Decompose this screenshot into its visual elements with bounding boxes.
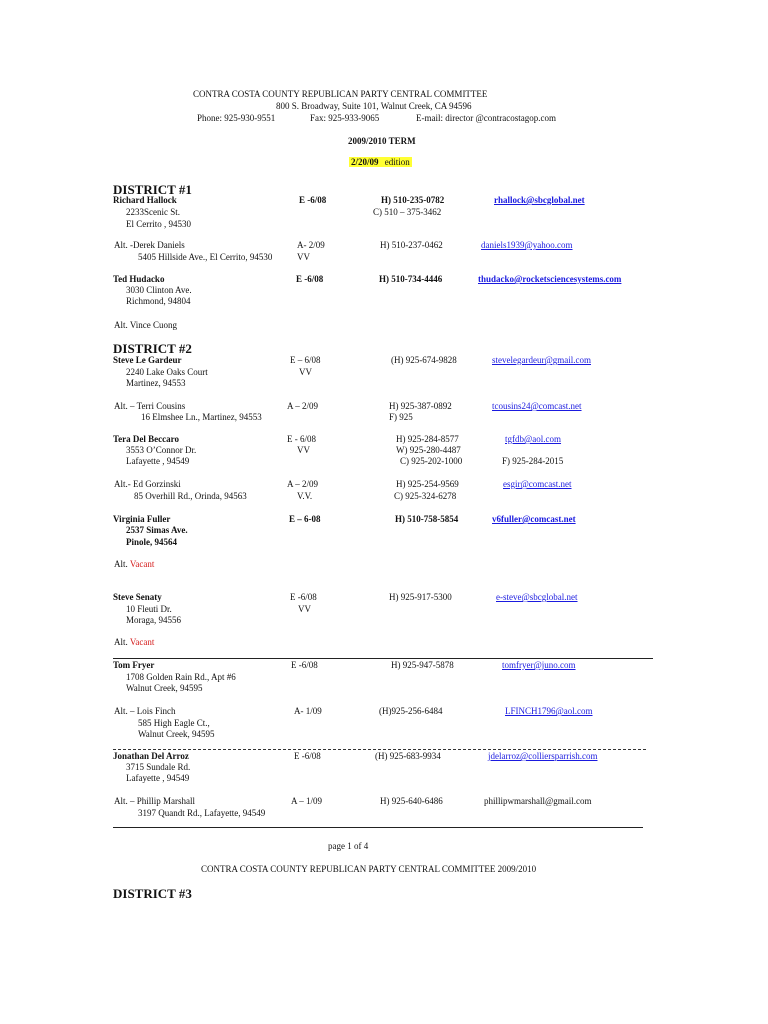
alternate-email-link[interactable]: esgir@comcast.net (503, 479, 572, 489)
member-city: Lafayette , 94549 (126, 456, 190, 466)
member-code: E -6/08 (291, 660, 318, 670)
member-street: 2240 Lake Oaks Court (126, 367, 208, 377)
committee-email-prefix: E-mail: director (416, 113, 474, 123)
term-label: 2009/2010 TERM (348, 136, 416, 146)
alternate-phone: (H)925-256-6484 (379, 706, 443, 716)
vacant-alternate (114, 637, 154, 648)
edition-suffix: edition (382, 157, 410, 167)
member-phone: (H) 925-674-9828 (391, 355, 457, 365)
member-code: E -6/08 (294, 751, 321, 761)
alternate-code: A – 2/09 (287, 401, 319, 411)
member-fax: F) 925-284-2015 (502, 456, 564, 466)
member-email-link[interactable]: e-steve@sbcglobal.net (496, 592, 578, 602)
member-name: Virginia Fuller (113, 514, 171, 524)
member-name: Ted Hudacko (113, 274, 165, 284)
alternate-phone: H) 510-237-0462 (380, 240, 443, 250)
alternate-label: Alt. (114, 637, 128, 647)
district-1-heading: DISTRICT #1 (113, 182, 192, 197)
member-status: VV (297, 445, 310, 455)
member-phone: H) 925-917-5300 (389, 592, 452, 602)
member-city: Martinez, 94553 (126, 378, 186, 388)
alternate-address: 16 Elmshee Ln., Martinez, 94553 (141, 412, 262, 422)
alternate-status: V.V. (297, 491, 313, 501)
member-code: E – 6/08 (290, 355, 321, 365)
committee-email (416, 113, 556, 124)
alternate-code: A – 1/09 (291, 796, 323, 806)
member-code: E -6/08 (296, 274, 324, 284)
alternate-cell: C) 925-324-6278 (394, 491, 457, 501)
member-city: El Cerrito , 94530 (126, 219, 191, 229)
alternate-email-link[interactable]: tcousins24@comcast.net (492, 401, 582, 411)
alternate-name: Alt. – Lois Finch (114, 706, 176, 716)
member-street: 3715 Sundale Rd. (126, 762, 191, 772)
member-street: 10 Fleuti Dr. (126, 604, 172, 614)
alternate-address: 5405 Hillside Ave., El Cerrito, 94530 (138, 252, 273, 262)
alternate-phone: H) 925-254-9569 (396, 479, 459, 489)
member-phone: H) 510-734-4446 (379, 274, 443, 284)
alternate-name: Alt. – Phillip Marshall (114, 796, 195, 806)
member-phone: (H) 925-683-9934 (375, 751, 441, 761)
member-city: Lafayette , 94549 (126, 773, 190, 783)
committee-phone: Phone: 925-930-9551 (197, 113, 276, 123)
member-street: 1708 Golden Rain Rd., Apt #6 (126, 672, 236, 682)
member-code: E -6/08 (290, 592, 317, 602)
alternate-email: phillipwmarshall@gmail.com (484, 796, 592, 806)
member-street: 2537 Simas Ave. (126, 525, 188, 535)
member-street: 3030 Clinton Ave. (126, 285, 192, 295)
member-work-phone: W) 925-280-4487 (396, 445, 461, 455)
member-email-link[interactable]: thudacko@rocketsciencesystems.com (478, 274, 622, 284)
member-phone: H) 925-947-5878 (391, 660, 454, 670)
member-street: 2233Scenic St. (126, 207, 180, 217)
alternate-street: 585 High Eagle Ct., (138, 718, 210, 728)
member-street: 3553 O’Connor Dr. (126, 445, 197, 455)
alternate-status: VV (297, 252, 310, 262)
divider (113, 749, 646, 750)
alternate-name: Alt. – Terri Cousins (114, 401, 186, 411)
alternate-name: Alt. -Derek Daniels (114, 240, 185, 250)
alternate-code: A- 1/09 (294, 706, 322, 716)
member-email-link[interactable]: tomfryer@juno.com (502, 660, 576, 670)
member-email-link[interactable]: v6fuller@comcast.net (492, 514, 576, 524)
alternate-email-link[interactable]: daniels1939@yahoo.com (481, 240, 573, 250)
edition-label (349, 157, 412, 168)
member-phone: H) 510-758-5854 (395, 514, 459, 524)
alternate-phone: H) 925-640-6486 (380, 796, 443, 806)
member-name: Steve Le Gardeur (113, 355, 182, 365)
member-cell: C) 925-202-1000 (400, 456, 463, 466)
district-2-heading: DISTRICT #2 (113, 341, 192, 356)
member-email-link[interactable]: tgfdb@aol.com (505, 434, 562, 444)
edition-date: 2/20/09 (351, 157, 379, 167)
member-name: Steve Senaty (113, 592, 162, 602)
member-city: Richmond, 94804 (126, 296, 191, 306)
alternate-name: Alt.- Ed Gorzinski (114, 479, 181, 489)
committee-title: CONTRA COSTA COUNTY REPUBLICAN PARTY CENTRAL COMMITTEE (193, 89, 488, 99)
member-name: Richard Hallock (113, 195, 177, 205)
alternate-name: Alt. Vince Cuong (114, 320, 178, 330)
member-name: Tom Fryer (113, 660, 155, 670)
member-status: VV (298, 604, 311, 614)
committee-email-domain: @contracostagop.com (475, 113, 556, 123)
member-name: Jonathan Del Arroz (113, 751, 189, 761)
member-phone: H) 925-284-8577 (396, 434, 459, 444)
vacant-alternate (114, 559, 154, 570)
member-phone: H) 510-235-0782 (381, 195, 445, 205)
alternate-address: 3197 Quandt Rd., Lafayette, 94549 (138, 808, 266, 818)
alternate-address: 85 Overhill Rd., Orinda, 94563 (134, 491, 247, 501)
member-name: Tera Del Beccaro (113, 434, 179, 444)
member-city: Moraga, 94556 (126, 615, 181, 625)
alternate-code: A – 2/09 (287, 479, 319, 489)
alternate-phone: H) 925-387-0892 (389, 401, 452, 411)
divider (113, 658, 653, 659)
alternate-code: A- 2/09 (297, 240, 325, 250)
member-status: VV (299, 367, 312, 377)
member-code: E - 6/08 (287, 434, 316, 444)
member-code: E – 6-08 (289, 514, 321, 524)
alternate-email-link[interactable]: LFINCH1796@aol.com (505, 706, 593, 716)
vacant-label: Vacant (129, 637, 155, 647)
committee-fax: Fax: 925-933-9065 (310, 113, 380, 123)
member-cell: C) 510 – 375-3462 (373, 207, 442, 217)
committee-address: 800 S. Broadway, Suite 101, Walnut Creek, CA 94596 (276, 101, 472, 111)
member-city: Walnut Creek, 94595 (126, 683, 203, 693)
vacant-label: Vacant (129, 559, 155, 569)
member-email-link[interactable]: rhallock@sbcglobal.net (494, 195, 585, 205)
alternate-fax: F) 925 (389, 412, 413, 422)
district-3-heading: DISTRICT #3 (113, 886, 192, 901)
page-number: page 1 of 4 (328, 841, 369, 851)
member-email-link[interactable]: stevelegardeur@gmail.com (492, 355, 591, 365)
divider (113, 827, 643, 828)
member-email-link[interactable]: jdelarroz@colliersparrish.com (488, 751, 598, 761)
alternate-city: Walnut Creek, 94595 (138, 729, 215, 739)
member-code: E -6/08 (299, 195, 327, 205)
alternate-label: Alt. (114, 559, 128, 569)
member-city: Pinole, 94564 (126, 537, 177, 547)
committee-title-2: CONTRA COSTA COUNTY REPUBLICAN PARTY CENTRAL COMMITTEE 2009/2010 (201, 864, 537, 874)
